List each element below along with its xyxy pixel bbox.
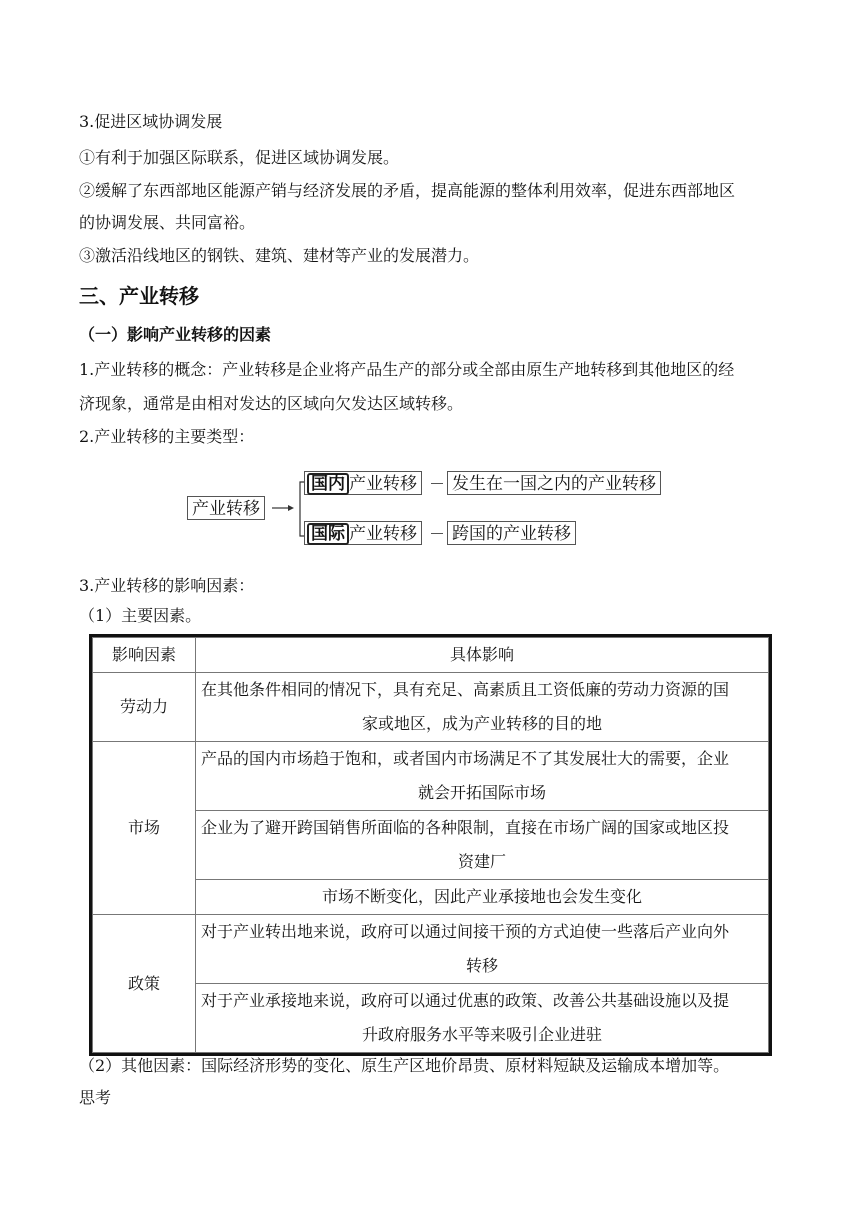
intl-desc-box: 跨国的产业转移	[447, 521, 576, 545]
impact-line: 企业为了避开跨国销售所面临的各种限制，直接在市场广阔的国家或地区投	[201, 818, 730, 837]
connector-dash	[431, 483, 443, 484]
diagram-root-box: 产业转移	[187, 496, 265, 520]
factor-cell: 市场	[93, 742, 196, 915]
domestic-desc-box: 发生在一国之内的产业转移	[447, 471, 661, 495]
connector-dash	[431, 533, 443, 534]
paragraph-line: ①有利于加强区际联系，促进区域协调发展。	[79, 148, 400, 167]
table-row	[93, 915, 769, 984]
impact-line: 资建厂	[457, 852, 506, 871]
intl-label: 国际	[307, 523, 349, 545]
impact-line: 对于产业承接地来说，政府可以通过优惠的政策、改善公共基础设施以及提	[201, 991, 730, 1010]
factor-cell: 政策	[93, 915, 196, 1053]
impact-cell	[196, 742, 769, 811]
impact-line: 在其他条件相同的情况下，具有充足、高素质且工资低廉的劳动力资源的国	[201, 680, 730, 699]
section-title: 3.促进区域协调发展	[79, 112, 223, 131]
impact-cell	[196, 673, 769, 742]
intl-transfer-box	[304, 521, 422, 545]
paragraph-line: ③激活沿线地区的钢铁、建筑、建材等产业的发展潜力。	[79, 246, 480, 265]
factors-table	[89, 634, 772, 1056]
types-title: 2.产业转移的主要类型：	[79, 427, 255, 446]
table-row	[93, 673, 769, 742]
impact-line: 家或地区，成为产业转移的目的地	[361, 714, 602, 733]
paragraph-line: ②缓解了东西部地区能源产销与经济发展的矛盾，提高能源的整体利用效率，促进东西部地区	[79, 181, 736, 200]
concept-line: 济现象，通常是由相对发达的区域向欠发达区域转移。	[79, 394, 464, 413]
domestic-label: 国内	[307, 473, 349, 495]
impact-line: 转移	[465, 956, 498, 975]
impact-cell: 市场不断变化，因此产业承接地也会发生变化	[196, 880, 769, 915]
header-cell: 影响因素	[93, 638, 196, 673]
domestic-transfer-box	[304, 471, 422, 495]
intl-suffix: 产业转移	[349, 524, 417, 544]
impact-line: 对于产业转出地来说，政府可以通过间接干预的方式迫使一些落后产业向外	[201, 922, 730, 941]
impact-line: 升政府服务水平等来吸引企业进驻	[361, 1025, 602, 1044]
impact-cell	[196, 984, 769, 1053]
section-heading: 三、产业转移	[79, 284, 199, 308]
table-header-row	[93, 638, 769, 673]
header-cell: 具体影响	[196, 638, 769, 673]
impact-line: 产品的国内市场趋于饱和，或者国内市场满足不了其发展壮大的需要，企业	[201, 749, 730, 768]
main-factors-title: （1）主要因素。	[79, 606, 202, 625]
impact-cell	[196, 915, 769, 984]
subsection-heading: （一）影响产业转移的因素	[79, 325, 272, 344]
table-row	[93, 742, 769, 811]
paragraph-line: 的协调发展、共同富裕。	[79, 213, 256, 232]
other-factors-line: （2）其他因素：国际经济形势的变化、原生产区地价昂贵、原材料短缺及运输成本增加等。	[79, 1056, 730, 1075]
impact-line: 就会开拓国际市场	[417, 783, 546, 802]
factors-title: 3.产业转移的影响因素：	[79, 576, 255, 595]
concept-line: 1.产业转移的概念：产业转移是企业将产品生产的部分或全部由原生产地转移到其他地区的经	[79, 360, 735, 379]
think-label: 思考	[79, 1088, 112, 1107]
impact-cell	[196, 811, 769, 880]
domestic-suffix: 产业转移	[349, 474, 417, 494]
factor-cell: 劳动力	[93, 673, 196, 742]
